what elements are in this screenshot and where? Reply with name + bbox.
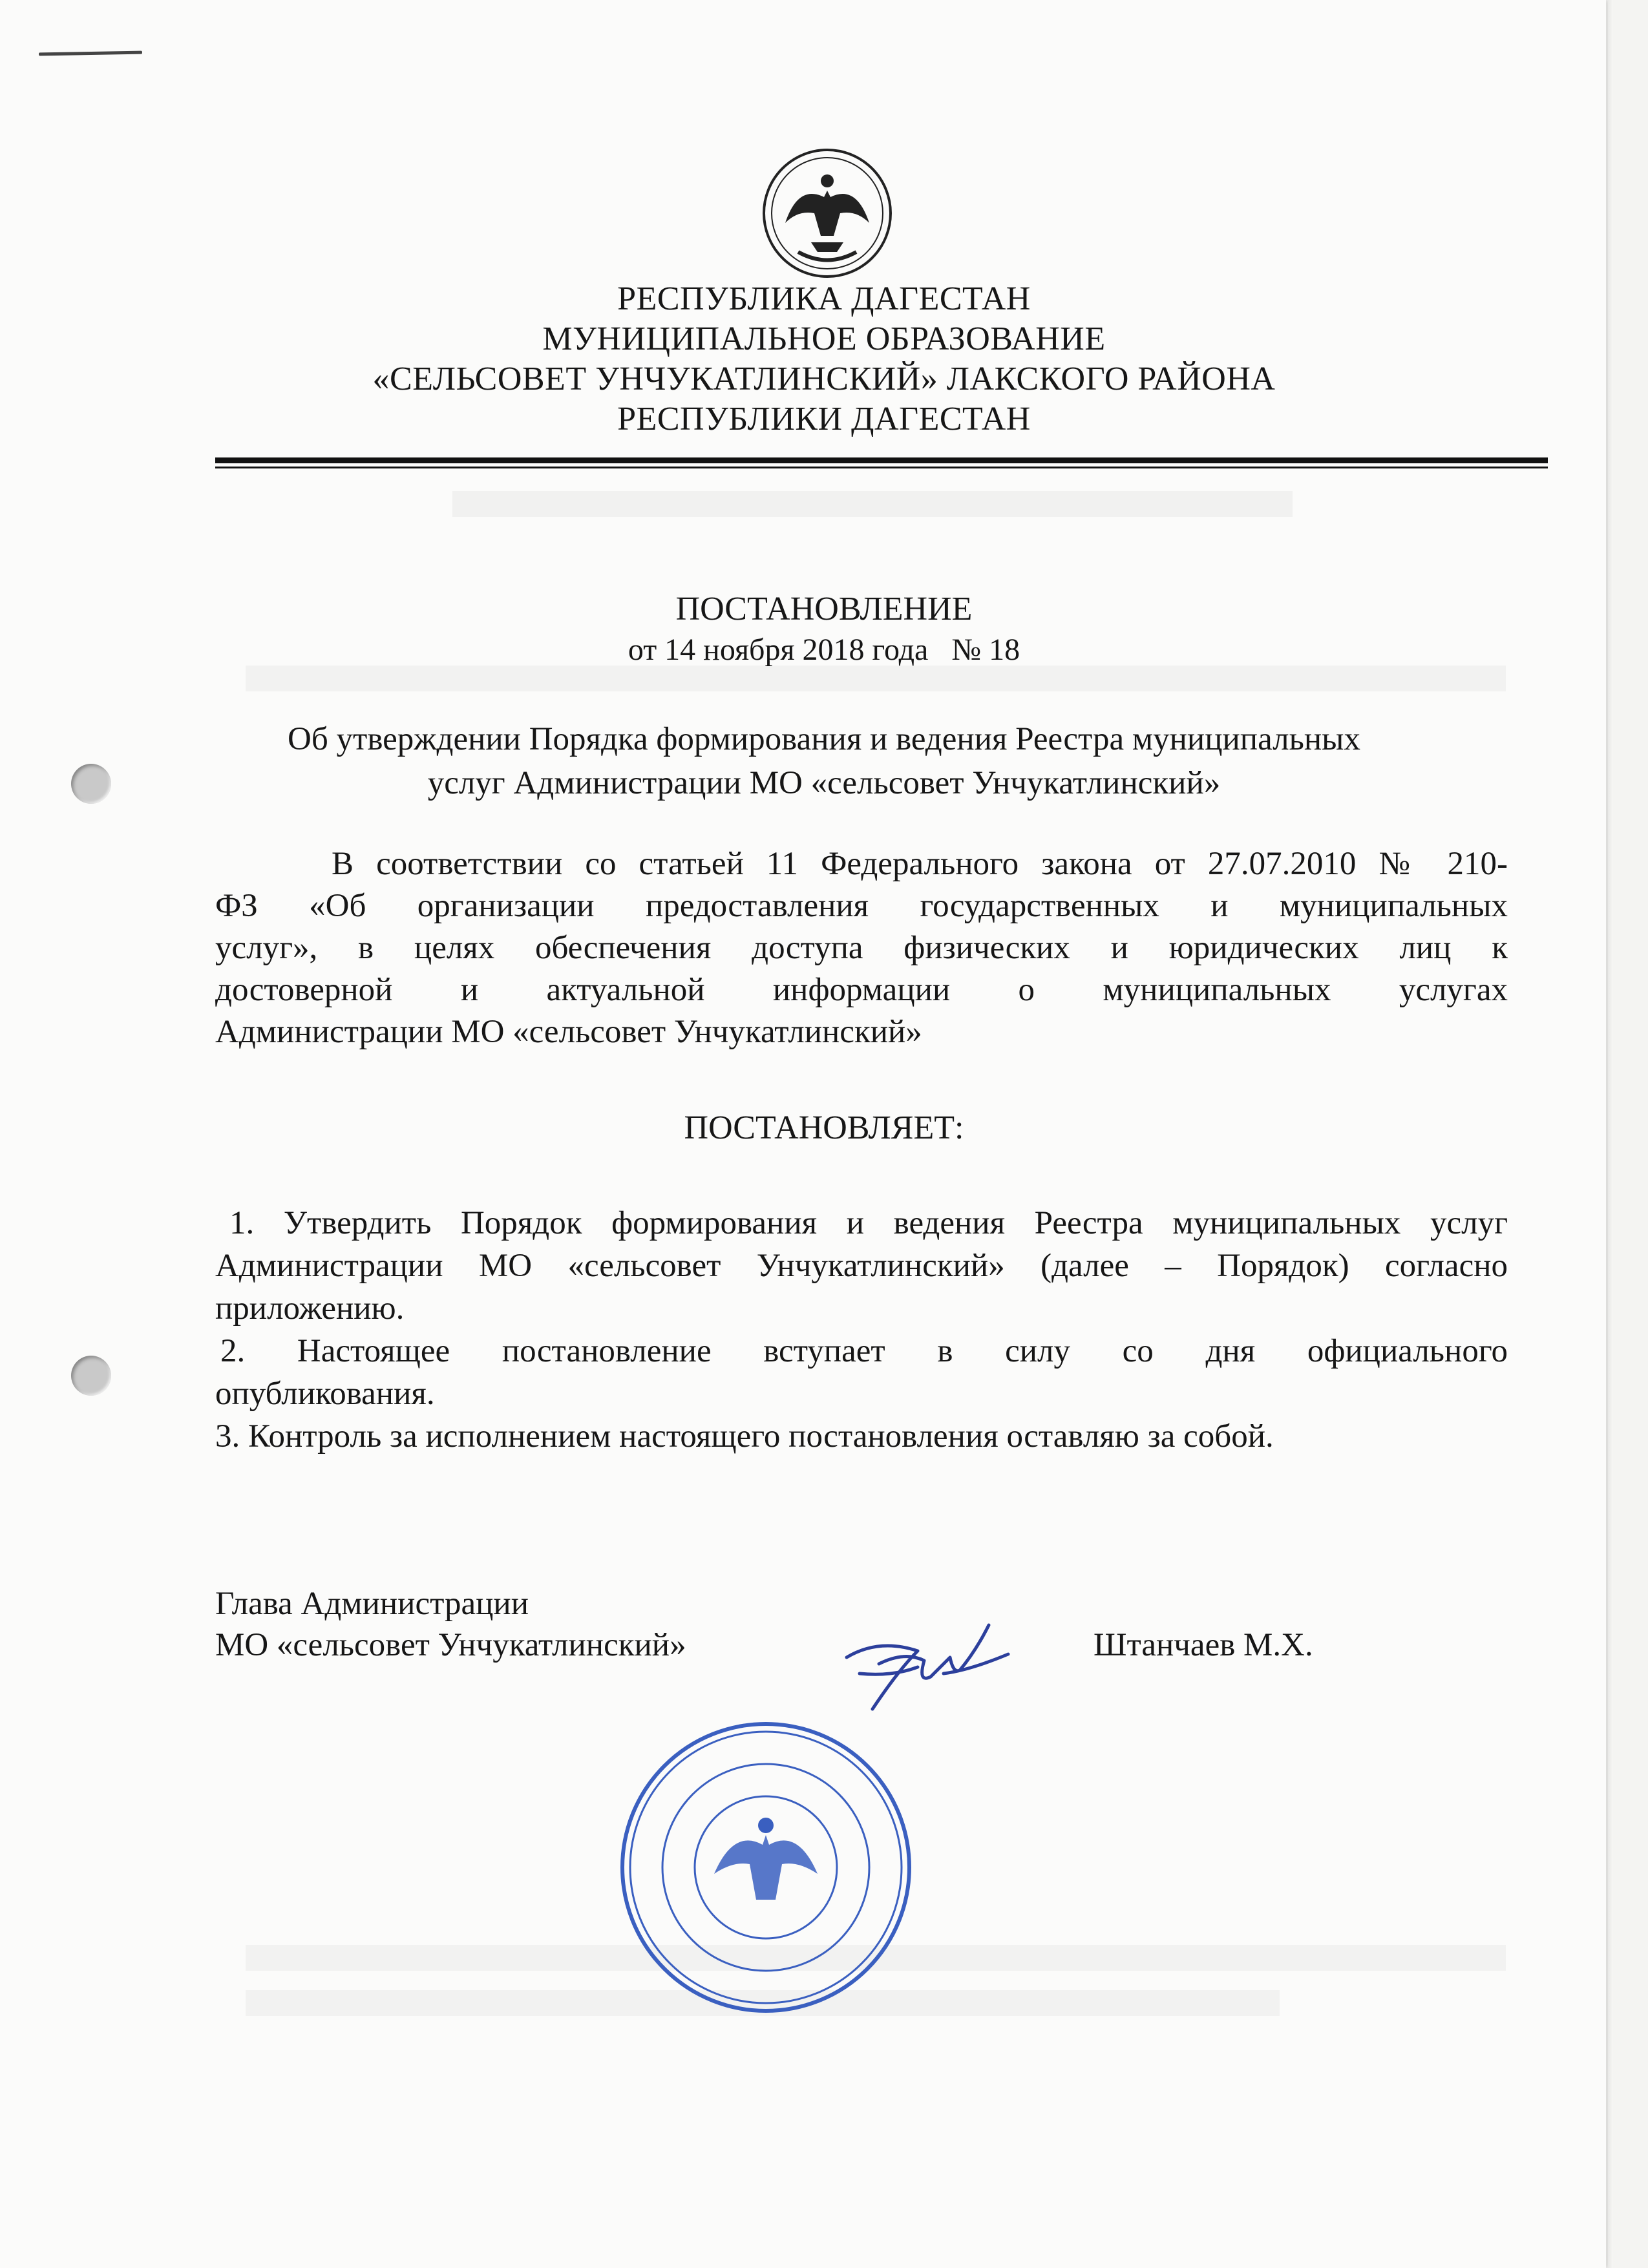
subject-line: услуг Администрации МО «сельсовет Унчукатлинский» xyxy=(427,765,1221,801)
preamble-paragraph xyxy=(215,843,1508,1053)
item-3-line: 3. Контроль за исполнением настоящего постановления оставляю за собой. xyxy=(215,1418,1274,1454)
header-divider-thin xyxy=(215,467,1548,468)
header-divider xyxy=(215,457,1548,463)
preamble-line: услуг», в целях обеспечения доступа физических и юридических лиц к xyxy=(215,930,1508,966)
header-line: МУНИЦИПАЛЬНОЕ ОБРАЗОВАНИЕ xyxy=(542,320,1106,357)
issuer-header xyxy=(187,279,1461,439)
item-1-line: 1. Утвердить Порядок формирования и ведения Реестра муниципальных услуг xyxy=(229,1205,1508,1241)
item-2-line: опубликования. xyxy=(215,1376,435,1412)
preamble-line: ФЗ «Об организации предоставления государственных и муниципальных xyxy=(215,888,1508,924)
signatory-name: Штанчаев М.Х. xyxy=(1093,1627,1313,1663)
decree-title: ПОСТАНОВЛЕНИЕ xyxy=(675,591,973,627)
item-1-line: Администрации МО «сельсовет Унчукатлинский» (далее – Порядок) согласно xyxy=(215,1248,1508,1284)
header-line: «СЕЛЬСОВЕТ УНЧУКАТЛИНСКИЙ» ЛАКСКОГО РАЙОНА xyxy=(372,361,1276,397)
signatory-title: Глава Администрации xyxy=(215,1586,529,1622)
bleed-through-text xyxy=(452,491,1293,517)
coat-of-arms-emblem xyxy=(759,145,895,281)
header-line: РЕСПУБЛИКИ ДАГЕСТАН xyxy=(617,401,1031,437)
decree-subject xyxy=(187,717,1461,805)
decree-items xyxy=(215,1202,1508,1458)
punch-hole xyxy=(71,764,111,804)
resolves-heading: ПОСТАНОВЛЯЕТ: xyxy=(684,1109,964,1146)
signatory-organization: МО «сельсовет Унчукатлинский» xyxy=(215,1627,686,1663)
subject-line: Об утверждении Порядка формирования и ведения Реестра муниципальных xyxy=(288,721,1360,757)
punch-hole xyxy=(71,1356,111,1396)
underlying-page-edge xyxy=(1608,0,1613,2268)
item-1-line: приложению. xyxy=(215,1290,405,1327)
item-2-line: 2. Настоящее постановление вступает в силу со дня официального xyxy=(220,1333,1508,1369)
bleed-through-text xyxy=(246,666,1506,691)
preamble-line: достоверной и актуальной информации о муниципальных услугах xyxy=(215,972,1508,1008)
preamble-line: Администрации МО «сельсовет Унчукатлинский» xyxy=(215,1014,922,1050)
preamble-line: В соответствии со статьей 11 Федерального закона от 27.07.2010 № 210- xyxy=(332,846,1508,882)
decree-date-number: от 14 ноября 2018 года № 18 xyxy=(628,633,1020,667)
header-line: РЕСПУБЛИКА ДАГЕСТАН xyxy=(617,280,1031,317)
official-seal-stamp xyxy=(617,1719,914,2016)
